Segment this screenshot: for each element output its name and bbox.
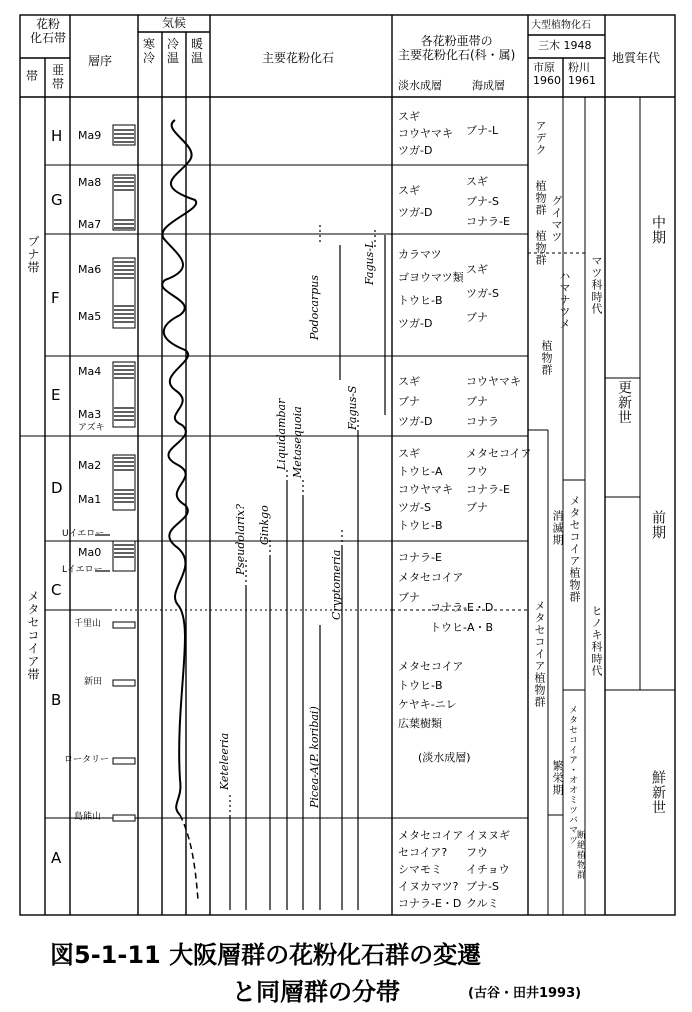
- taxon-metasequoia: Metasequoia: [291, 406, 304, 478]
- layer-ma4: Ma4: [78, 365, 102, 378]
- group-metaseq-oomi: メタセコイア・オオミツバマツ: [567, 705, 577, 845]
- group-hamanatsume-plants: 植物群: [540, 340, 553, 376]
- caption-line1: 図5-1-11 大阪層群の花粉化石群の変遷: [50, 941, 482, 969]
- list-h-fresh: スギ コウヤマキ ツガ-D: [398, 110, 453, 157]
- group-guimatsu-plants: 植物群: [534, 230, 547, 266]
- subzone-e: E: [51, 386, 61, 404]
- taxon-keteleeria: Keteleeria: [218, 732, 231, 790]
- taxon-picea: Picea-A(P. koribai): [308, 706, 321, 808]
- plant-fossils-header: 大型植物化石: [531, 20, 591, 31]
- group-metaseq-2: メタセコイア植物群: [568, 495, 581, 603]
- taxon-cryptomeria: Cryptomeria: [330, 549, 343, 620]
- marine-header: 海成層: [472, 79, 505, 92]
- subzone-d: D: [51, 479, 63, 497]
- climate-header: 気候: [162, 16, 187, 30]
- group-metaseq: メタセコイア植物群: [533, 600, 546, 708]
- subzone-h: H: [51, 127, 63, 145]
- subzone-f: F: [51, 289, 60, 307]
- pollen-zone-header: 花粉 化石帯: [30, 17, 67, 45]
- group-shometsu: 消滅期: [551, 510, 564, 546]
- subzone-header: 亜 帯: [52, 63, 65, 91]
- subzone-b: B: [51, 691, 62, 709]
- group-matsuka: マツ科時代: [590, 255, 603, 315]
- zone-header: 帯: [26, 69, 39, 83]
- cool-header: 冷 温: [167, 37, 180, 65]
- list-a-marine: イヌヌギ フウ イチョウ ブナ-S クルミ: [466, 829, 510, 910]
- list-a-fresh: メタセコイア セコイア? シマモミ イヌカマツ? コナラ-E・D: [398, 829, 464, 910]
- list-g-marine: スギ ブナ-S コナラ-E: [466, 175, 510, 228]
- subzone-g: G: [51, 191, 63, 209]
- layer-ma5: Ma5: [78, 310, 102, 323]
- zone-metasequoia: メタセコイア帯: [26, 590, 40, 681]
- layer-l-yellow: Lイエロー: [62, 565, 103, 575]
- group-hamanatsume: ハマナツメ: [558, 270, 571, 330]
- layer-ma7: Ma7: [78, 218, 102, 231]
- group-danzetsu: 断絶植物群: [575, 830, 585, 880]
- subzone-a: A: [51, 849, 62, 867]
- zone-buna: ブナ帯: [26, 235, 40, 274]
- layer-azuki: アズキ: [78, 423, 105, 433]
- list-c-marine: コナラ-E・D トウヒ-A・B: [430, 601, 494, 634]
- caption-line2: と同層群の分帯: [232, 978, 400, 1006]
- taxon-liquidambar: Liquidambar: [275, 398, 288, 470]
- list-g-fresh: スギ ツガ-D: [398, 184, 433, 219]
- subzone-fossils-header: 各花粉亜帯の 主要花粉化石(科・属): [398, 34, 516, 62]
- taxon-podocarpus: Podocarpus: [308, 275, 321, 340]
- layer-shimakumayama: 島熊山: [74, 812, 102, 822]
- ichihara-header: 市原 1960: [533, 61, 561, 87]
- main-fossils-header: 主要花粉化石: [262, 51, 335, 65]
- age-pliocene: 鮮新世: [650, 770, 666, 815]
- group-guimatsu: グイマツ: [550, 195, 563, 243]
- caption-source: (古谷・田井1993): [468, 986, 582, 1001]
- layer-ma2: Ma2: [78, 459, 102, 472]
- group-hanei: 繁栄期: [551, 760, 564, 796]
- taxon-fagus-s: Fagus-S: [346, 385, 359, 430]
- taxon-ginkgo: Ginkgo: [258, 505, 271, 545]
- group-adeku-plants: 植物群: [534, 180, 547, 216]
- subzone-c: C: [51, 581, 62, 599]
- age-pleistocene: 更新世: [616, 380, 632, 425]
- layer-rotary: ロータリー: [64, 755, 110, 765]
- layer-ma8: Ma8: [78, 176, 102, 189]
- layer-ma0: Ma0: [78, 546, 102, 559]
- list-f-marine: スギ ツガ-S ブナ: [466, 263, 499, 324]
- list-h-marine: ブナ-L: [466, 124, 499, 137]
- list-c-fresh: コナラ-E メタセコイア ブナ: [398, 551, 464, 604]
- age-early: 前期: [650, 510, 666, 540]
- geologic-age-header: 地質年代: [612, 51, 661, 65]
- layer-senriyama: 千里山: [74, 619, 102, 629]
- cold-header: 寒 冷: [143, 37, 156, 65]
- list-b-fresh: メタセコイア トウヒ-B ケヤキ-ニレ 広葉樹類: [398, 660, 464, 730]
- stratigraphy-header: 層序: [88, 54, 113, 68]
- layer-ma1: Ma1: [78, 493, 102, 506]
- stratigraphic-column: [113, 125, 135, 821]
- layer-u-yellow: Uイエロー: [62, 529, 105, 539]
- list-f-fresh: カラマツ ゴヨウマツ類 トウヒ-B ツガ-D: [398, 248, 464, 330]
- layer-ma6: Ma6: [78, 263, 102, 276]
- group-hinoki: ヒノキ科時代: [590, 605, 603, 677]
- list-d-marine: メタセコイア フウ コナラ-E ブナ: [466, 447, 532, 514]
- age-middle: 中期: [650, 215, 666, 245]
- layer-ma9: Ma9: [78, 129, 102, 142]
- kokawa-header: 粉川 1961: [568, 61, 596, 87]
- list-e-marine: コウヤマキ ブナ コナラ: [466, 375, 521, 428]
- list-e-fresh: スギ ブナ ツガ-D: [398, 375, 433, 428]
- taxon-pseudolarix: Pseudolarix?: [234, 504, 247, 575]
- taxon-fagus-l: Fagus-L: [363, 240, 376, 285]
- layer-ma3: Ma3: [78, 408, 102, 421]
- climate-curve: [162, 120, 196, 815]
- group-adeku: アデク: [534, 120, 547, 156]
- list-d-fresh: スギ トウヒ-A コウヤマキ ツガ-S トウヒ-B: [398, 447, 453, 532]
- list-b-note: (淡水成層): [418, 751, 471, 764]
- layer-shinden: 新田: [84, 677, 103, 687]
- freshwater-header: 淡水成層: [398, 79, 442, 92]
- miki-header: 三木 1948: [538, 39, 592, 52]
- warm-header: 暖 温: [191, 37, 204, 65]
